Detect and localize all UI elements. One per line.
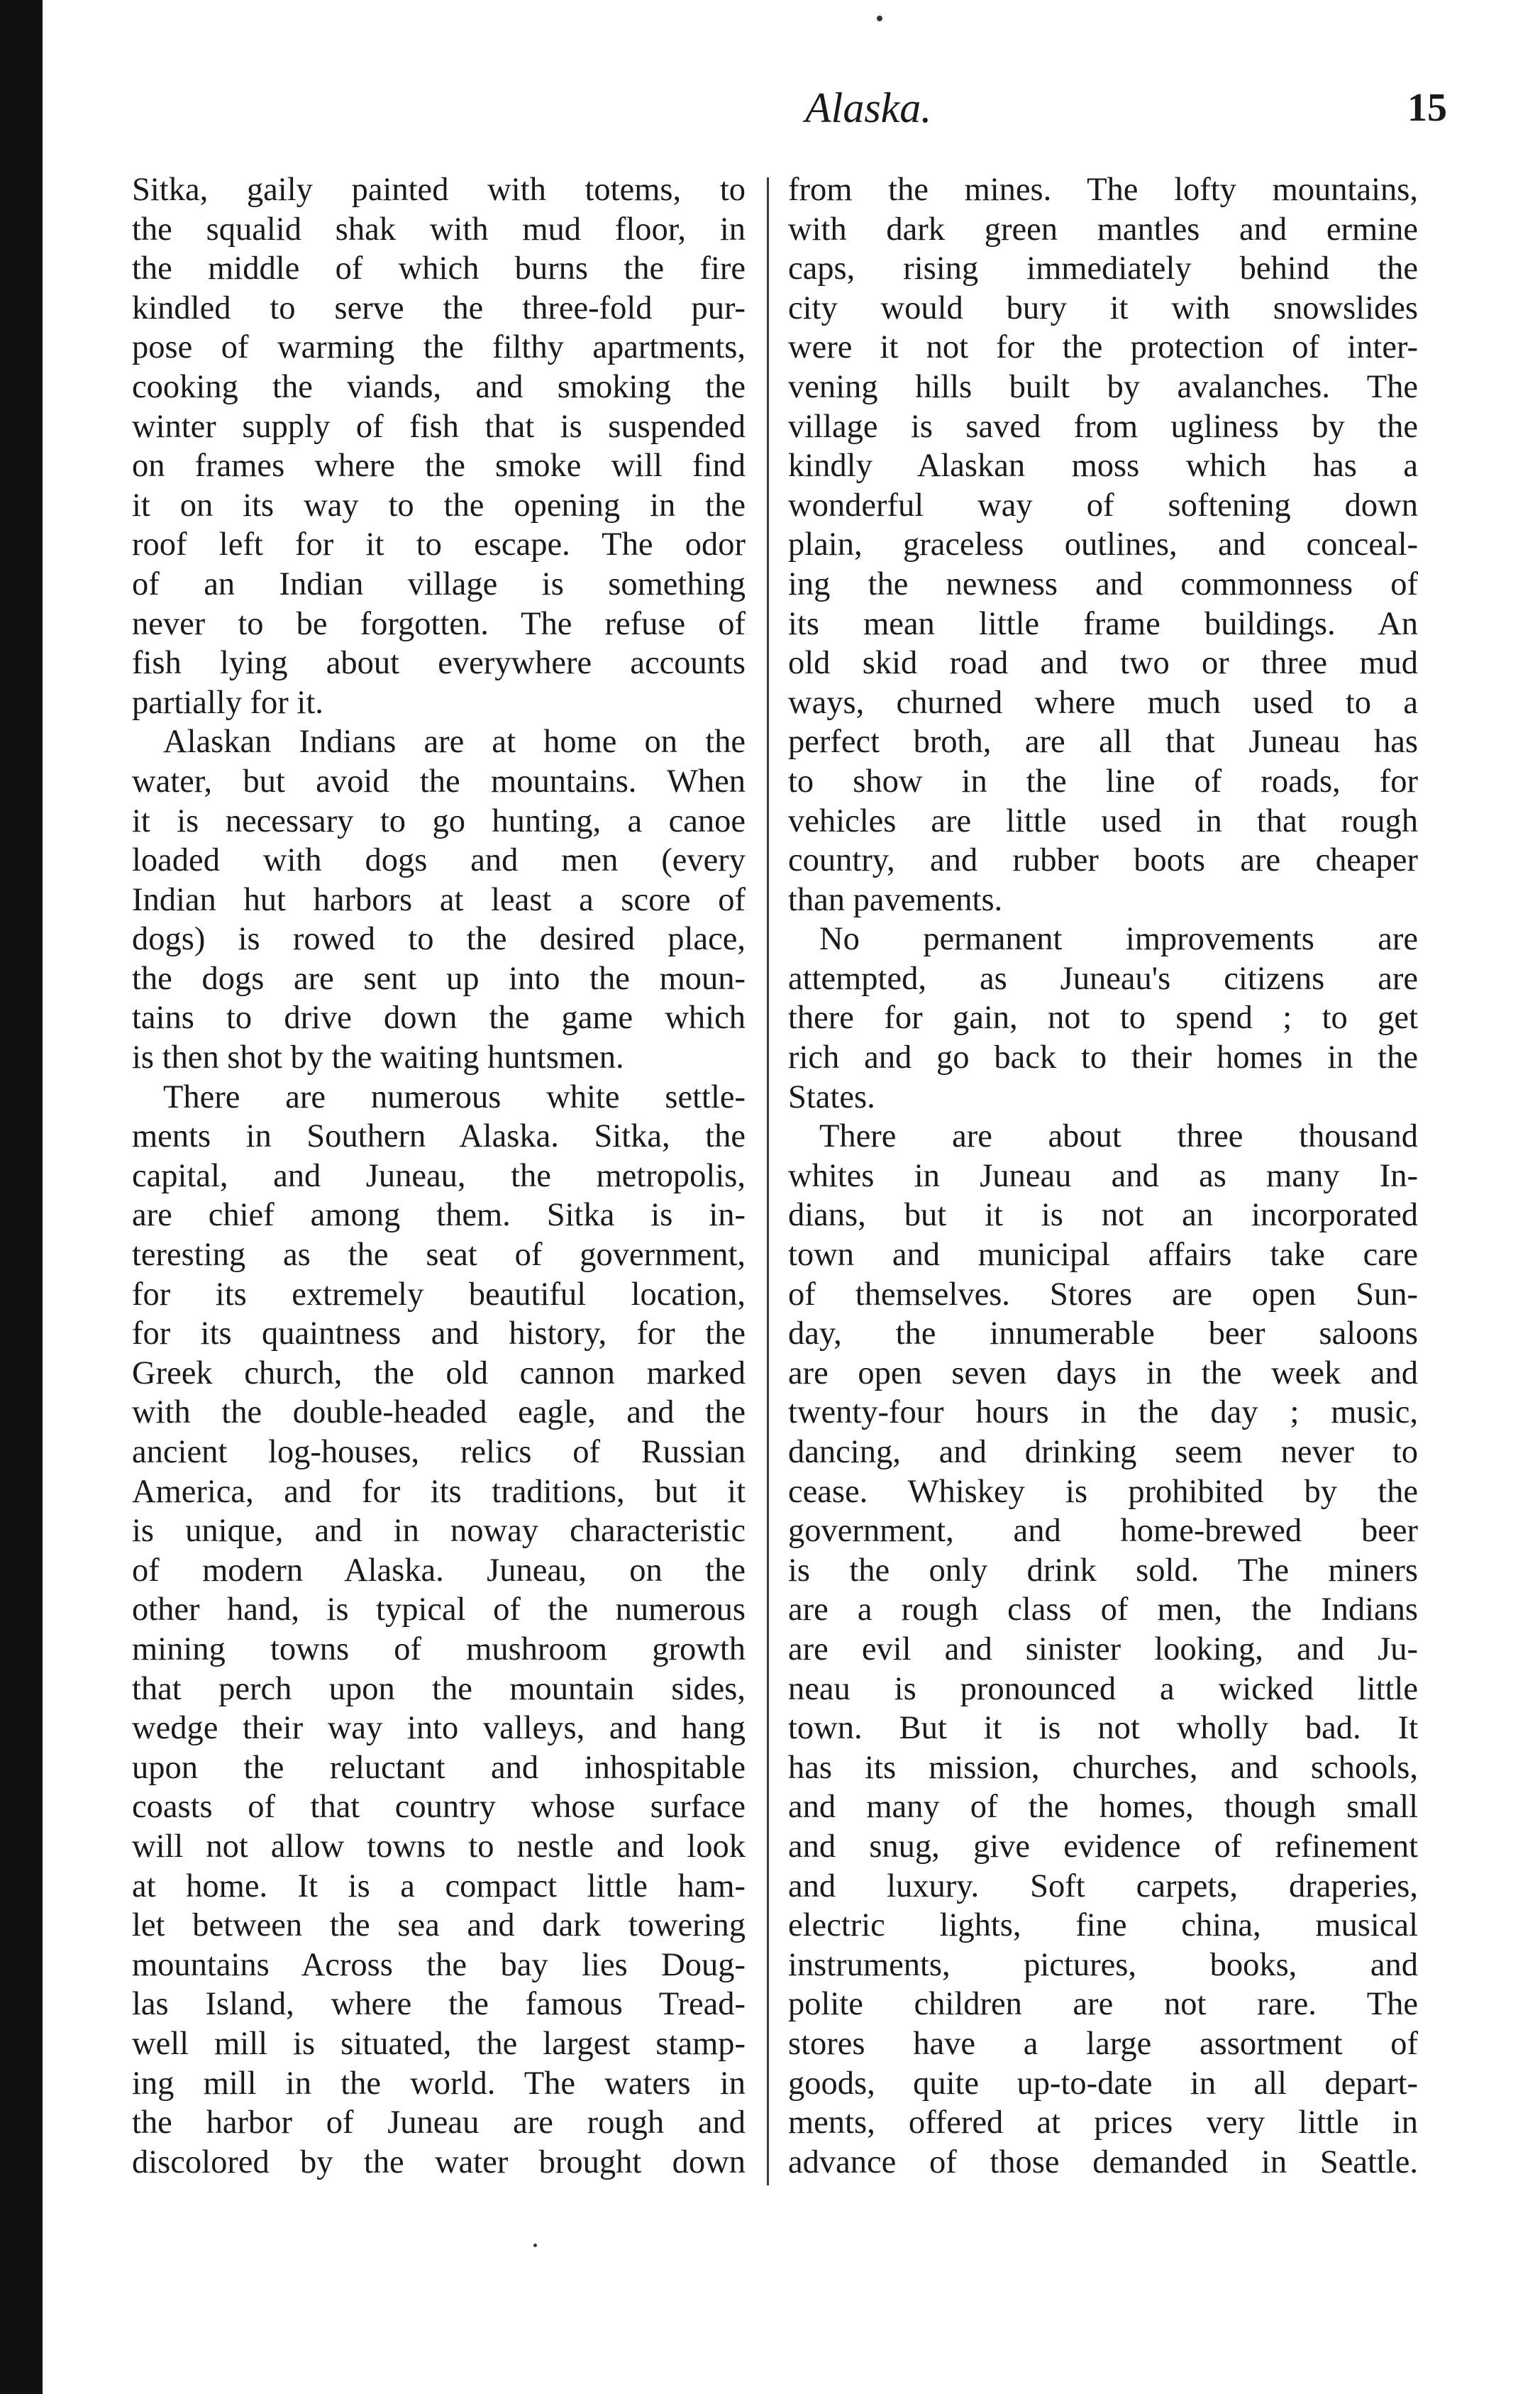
text-line: mining towns of mushroom growth — [132, 1631, 746, 1667]
text-line: roof left for it to escape. The odor — [132, 526, 746, 563]
text-line: and snug, give evidence of refinement — [788, 1828, 1418, 1865]
text-line: electric lights, fine china, musical — [788, 1907, 1418, 1944]
text-line: of an Indian village is something — [132, 566, 746, 602]
text-line: for its quaintness and history, for the — [132, 1315, 746, 1352]
text-line: fish lying about everywhere accounts — [132, 645, 746, 682]
text-line: America, and for its traditions, but it — [132, 1473, 746, 1510]
text-line: mountains Across the bay lies Doug- — [132, 1946, 746, 1983]
text-line: country, and rubber boots are cheaper — [788, 842, 1418, 879]
text-line: There are about three thousand — [819, 1118, 1418, 1155]
text-line: Greek church, the old cannon marked — [132, 1355, 746, 1391]
text-line: ancient log-houses, relics of Russian — [132, 1434, 746, 1470]
text-line: is unique, and in noway characteristic — [132, 1513, 746, 1550]
text-line: are chief among them. Sitka is in- — [132, 1197, 746, 1234]
text-line: village is saved from ugliness by the — [788, 408, 1418, 445]
text-line: kindled to serve the three-fold pur- — [132, 289, 746, 326]
text-line: ments in Southern Alaska. Sitka, the — [132, 1118, 746, 1155]
text-line: of modern Alaska. Juneau, on the — [132, 1552, 746, 1589]
text-line: No permanent improvements are — [819, 921, 1418, 958]
text-line: at home. It is a compact little ham- — [132, 1868, 746, 1904]
text-line: rich and go back to their homes in the — [788, 1039, 1418, 1076]
text-line: old skid road and two or three mud — [788, 645, 1418, 682]
text-line: advance of those demanded in Seattle. — [788, 2144, 1418, 2180]
text-line: other hand, is typical of the numerous — [132, 1592, 746, 1628]
text-line: with the double-headed eagle, and the — [132, 1394, 746, 1431]
text-line: There are numerous white settle- — [163, 1079, 746, 1115]
text-line: than pavements. — [788, 881, 1003, 918]
page-binding-edge — [0, 0, 43, 2394]
text-line: will not allow towns to nestle and look — [132, 1828, 746, 1865]
text-line: the dogs are sent up into the moun- — [132, 960, 746, 997]
text-line: its mean little frame buildings. An — [788, 605, 1418, 642]
text-line: whites in Juneau and as many In- — [788, 1157, 1418, 1194]
text-line: wedge their way into valleys, and hang — [132, 1710, 746, 1747]
text-line: Alaskan Indians are at home on the — [163, 724, 746, 761]
text-line: town. But it is not wholly bad. It — [788, 1710, 1418, 1747]
running-head — [128, 79, 1475, 136]
text-line: ing mill in the world. The waters in — [132, 2065, 746, 2102]
page-number: 15 — [1407, 86, 1447, 130]
text-line: Sitka, gaily painted with totems, to — [132, 172, 746, 208]
text-line: well mill is situated, the largest stamp- — [132, 2025, 746, 2062]
running-head-title: Alaska. — [805, 84, 932, 131]
text-line: las Island, where the famous Tread- — [132, 1986, 746, 2023]
text-line: caps, rising immediately behind the — [788, 250, 1418, 287]
text-line: plain, graceless outlines, and conceal- — [788, 526, 1418, 563]
text-line: and many of the homes, though small — [788, 1789, 1418, 1826]
text-line: capital, and Juneau, the metropolis, — [132, 1157, 746, 1194]
text-line: kindly Alaskan moss which has a — [788, 448, 1418, 485]
text-line: instruments, pictures, books, and — [788, 1946, 1418, 1983]
text-line: it is necessary to go hunting, a canoe — [132, 802, 746, 839]
text-line: water, but avoid the mountains. When — [132, 763, 746, 800]
text-line: with dark green mantles and ermine — [788, 211, 1418, 248]
text-line: upon the reluctant and inhospitable — [132, 1749, 746, 1786]
text-line: attempted, as Juneau's citizens are — [788, 960, 1418, 997]
text-line: ing the newness and commonness of — [788, 566, 1418, 602]
text-column-right — [788, 170, 1418, 2200]
text-line: dancing, and drinking seem never to — [788, 1434, 1418, 1470]
text-line: has its mission, churches, and schools, — [788, 1749, 1418, 1786]
text-line: of themselves. Stores are open Sun- — [788, 1276, 1418, 1313]
text-line: for its extremely beautiful location, — [132, 1276, 746, 1313]
text-line: never to be forgotten. The refuse of — [132, 605, 746, 642]
text-line: vening hills built by avalanches. The — [788, 368, 1418, 405]
text-line: and luxury. Soft carpets, draperies, — [788, 1868, 1418, 1904]
text-line: stores have a large assortment of — [788, 2025, 1418, 2062]
text-line: perfect broth, are all that Juneau has — [788, 724, 1418, 761]
text-line: dians, but it is not an incorporated — [788, 1197, 1418, 1234]
ink-speck — [877, 16, 882, 21]
text-line: let between the sea and dark towering — [132, 1907, 746, 1944]
ink-speck — [533, 2244, 537, 2247]
text-line: dogs) is rowed to the desired place, — [132, 921, 746, 958]
text-line: ments, offered at prices very little in — [788, 2105, 1418, 2141]
text-line: is then shot by the waiting huntsmen. — [132, 1039, 624, 1076]
text-line: are open seven days in the week and — [788, 1355, 1418, 1391]
text-line: discolored by the water brought down — [132, 2144, 746, 2180]
text-line: is the only drink sold. The miners — [788, 1552, 1418, 1589]
text-line: vehicles are little used in that rough — [788, 802, 1418, 839]
text-line: government, and home-brewed beer — [788, 1513, 1418, 1550]
text-line: partially for it. — [132, 684, 323, 721]
text-line: Indian hut harbors at least a score of — [132, 881, 746, 918]
text-line: are a rough class of men, the Indians — [788, 1592, 1418, 1628]
text-line: the harbor of Juneau are rough and — [132, 2105, 746, 2141]
text-line: are evil and sinister looking, and Ju- — [788, 1631, 1418, 1667]
text-line: teresting as the seat of government, — [132, 1237, 746, 1274]
text-line: wonderful way of softening down — [788, 487, 1418, 524]
text-line: goods, quite up-to-date in all depart- — [788, 2065, 1418, 2102]
text-line: pose of warming the filthy apartments, — [132, 329, 746, 366]
text-line: city would bury it with snowslides — [788, 289, 1418, 326]
text-line: twenty-four hours in the day ; music, — [788, 1394, 1418, 1431]
text-line: on frames where the smoke will find — [132, 448, 746, 485]
text-line: polite children are not rare. The — [788, 1986, 1418, 2023]
text-line: that perch upon the mountain sides, — [132, 1670, 746, 1707]
text-line: the squalid shak with mud floor, in — [132, 211, 746, 248]
text-line: tains to drive down the game which — [132, 1000, 746, 1037]
text-line: loaded with dogs and men (every — [132, 842, 746, 879]
text-line: from the mines. The lofty mountains, — [788, 172, 1418, 208]
text-line: were it not for the protection of inter- — [788, 329, 1418, 366]
text-line: day, the innumerable beer saloons — [788, 1315, 1418, 1352]
text-line: town and municipal affairs take care — [788, 1237, 1418, 1274]
text-line: it on its way to the opening in the — [132, 487, 746, 524]
text-line: States. — [788, 1079, 875, 1115]
text-line: coasts of that country whose surface — [132, 1789, 746, 1826]
column-rule — [767, 177, 769, 2185]
text-line: ways, churned where much used to a — [788, 684, 1418, 721]
text-column-left — [132, 170, 746, 2200]
text-line: there for gain, not to spend ; to get — [788, 1000, 1418, 1037]
text-line: winter supply of fish that is suspended — [132, 408, 746, 445]
text-line: the middle of which burns the fire — [132, 250, 746, 287]
text-line: neau is pronounced a wicked little — [788, 1670, 1418, 1707]
text-line: to show in the line of roads, for — [788, 763, 1418, 800]
text-line: cease. Whiskey is prohibited by the — [788, 1473, 1418, 1510]
text-line: cooking the viands, and smoking the — [132, 368, 746, 405]
